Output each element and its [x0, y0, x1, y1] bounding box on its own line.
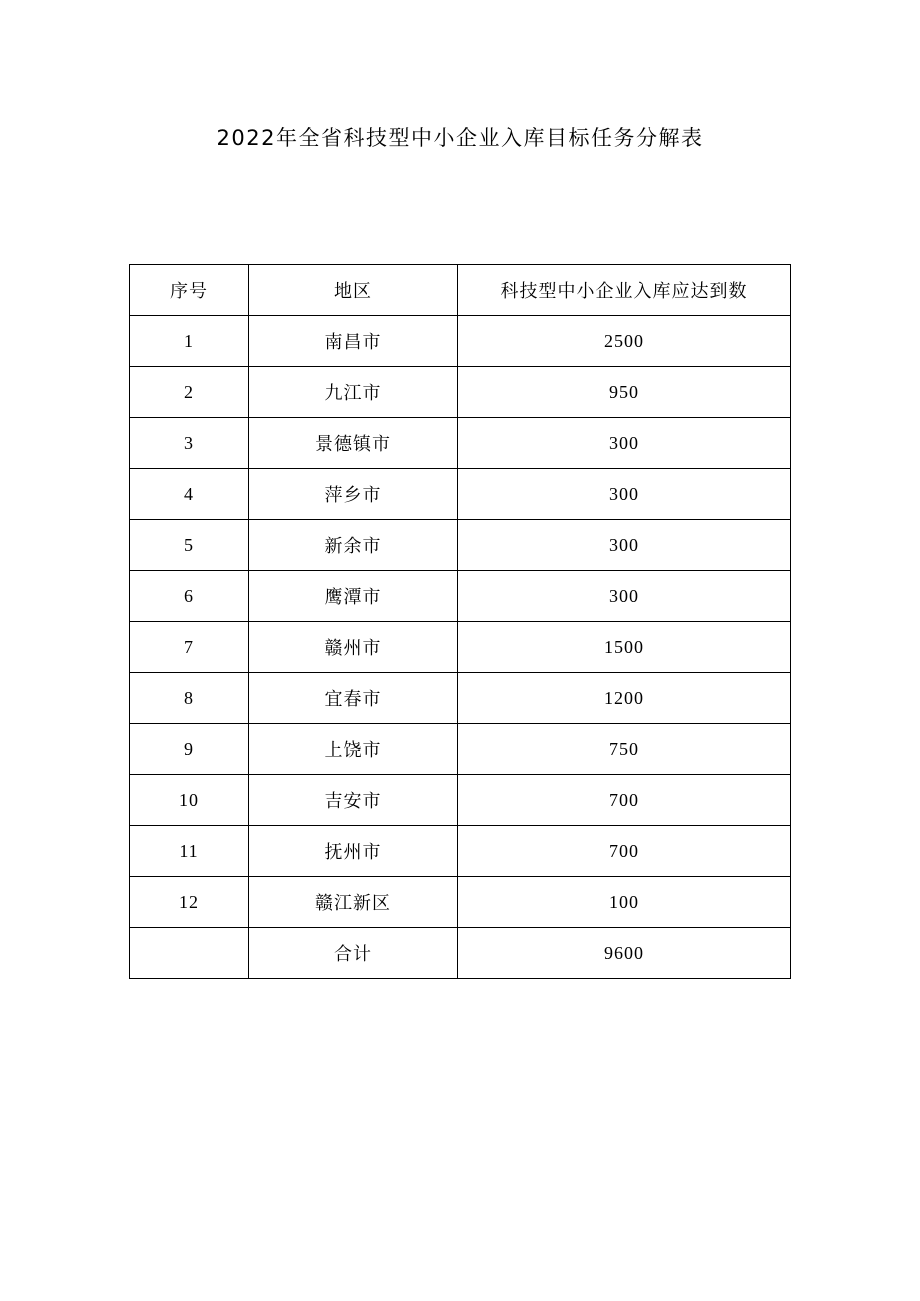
- row-region: 新余市: [249, 520, 458, 571]
- row-region: 鹰潭市: [249, 571, 458, 622]
- table-row: [130, 826, 791, 877]
- row-target: 300: [458, 418, 791, 469]
- row-index: 5: [130, 520, 249, 571]
- row-index: 4: [130, 469, 249, 520]
- row-target: 300: [458, 520, 791, 571]
- table-row: [130, 418, 791, 469]
- total-row: [130, 928, 791, 979]
- row-region: 上饶市: [249, 724, 458, 775]
- task-table: [129, 264, 791, 979]
- page-title: 2022年全省科技型中小企业入库目标任务分解表: [216, 126, 704, 150]
- row-region: 宜春市: [249, 673, 458, 724]
- table-row: [130, 673, 791, 724]
- header-index: 序号: [130, 265, 249, 316]
- row-region: 抚州市: [249, 826, 458, 877]
- total-index: [130, 928, 249, 979]
- table-row: [130, 571, 791, 622]
- table-row: [130, 877, 791, 928]
- row-target: 100: [458, 877, 791, 928]
- row-region: 赣州市: [249, 622, 458, 673]
- table-header-row: [130, 265, 791, 316]
- table-row: [130, 724, 791, 775]
- row-index: 6: [130, 571, 249, 622]
- row-region: 赣江新区: [249, 877, 458, 928]
- row-region: 南昌市: [249, 316, 458, 367]
- row-region: 景德镇市: [249, 418, 458, 469]
- row-index: 7: [130, 622, 249, 673]
- table-row: [130, 520, 791, 571]
- total-value: 9600: [458, 928, 791, 979]
- row-target: 1500: [458, 622, 791, 673]
- row-target: 700: [458, 826, 791, 877]
- row-target: 700: [458, 775, 791, 826]
- row-target: 300: [458, 469, 791, 520]
- row-index: 1: [130, 316, 249, 367]
- row-index: 12: [130, 877, 249, 928]
- row-target: 1200: [458, 673, 791, 724]
- row-target: 750: [458, 724, 791, 775]
- row-index: 3: [130, 418, 249, 469]
- row-target: 300: [458, 571, 791, 622]
- row-index: 10: [130, 775, 249, 826]
- row-region: 萍乡市: [249, 469, 458, 520]
- row-region: 九江市: [249, 367, 458, 418]
- row-region: 吉安市: [249, 775, 458, 826]
- table-row: [130, 316, 791, 367]
- row-target: 2500: [458, 316, 791, 367]
- table-row: [130, 622, 791, 673]
- row-index: 8: [130, 673, 249, 724]
- header-target: 科技型中小企业入库应达到数: [458, 265, 791, 316]
- row-index: 11: [130, 826, 249, 877]
- table-row: [130, 775, 791, 826]
- row-target: 950: [458, 367, 791, 418]
- header-region: 地区: [249, 265, 458, 316]
- table-row: [130, 469, 791, 520]
- table-row: [130, 367, 791, 418]
- total-label: 合计: [249, 928, 458, 979]
- row-index: 9: [130, 724, 249, 775]
- row-index: 2: [130, 367, 249, 418]
